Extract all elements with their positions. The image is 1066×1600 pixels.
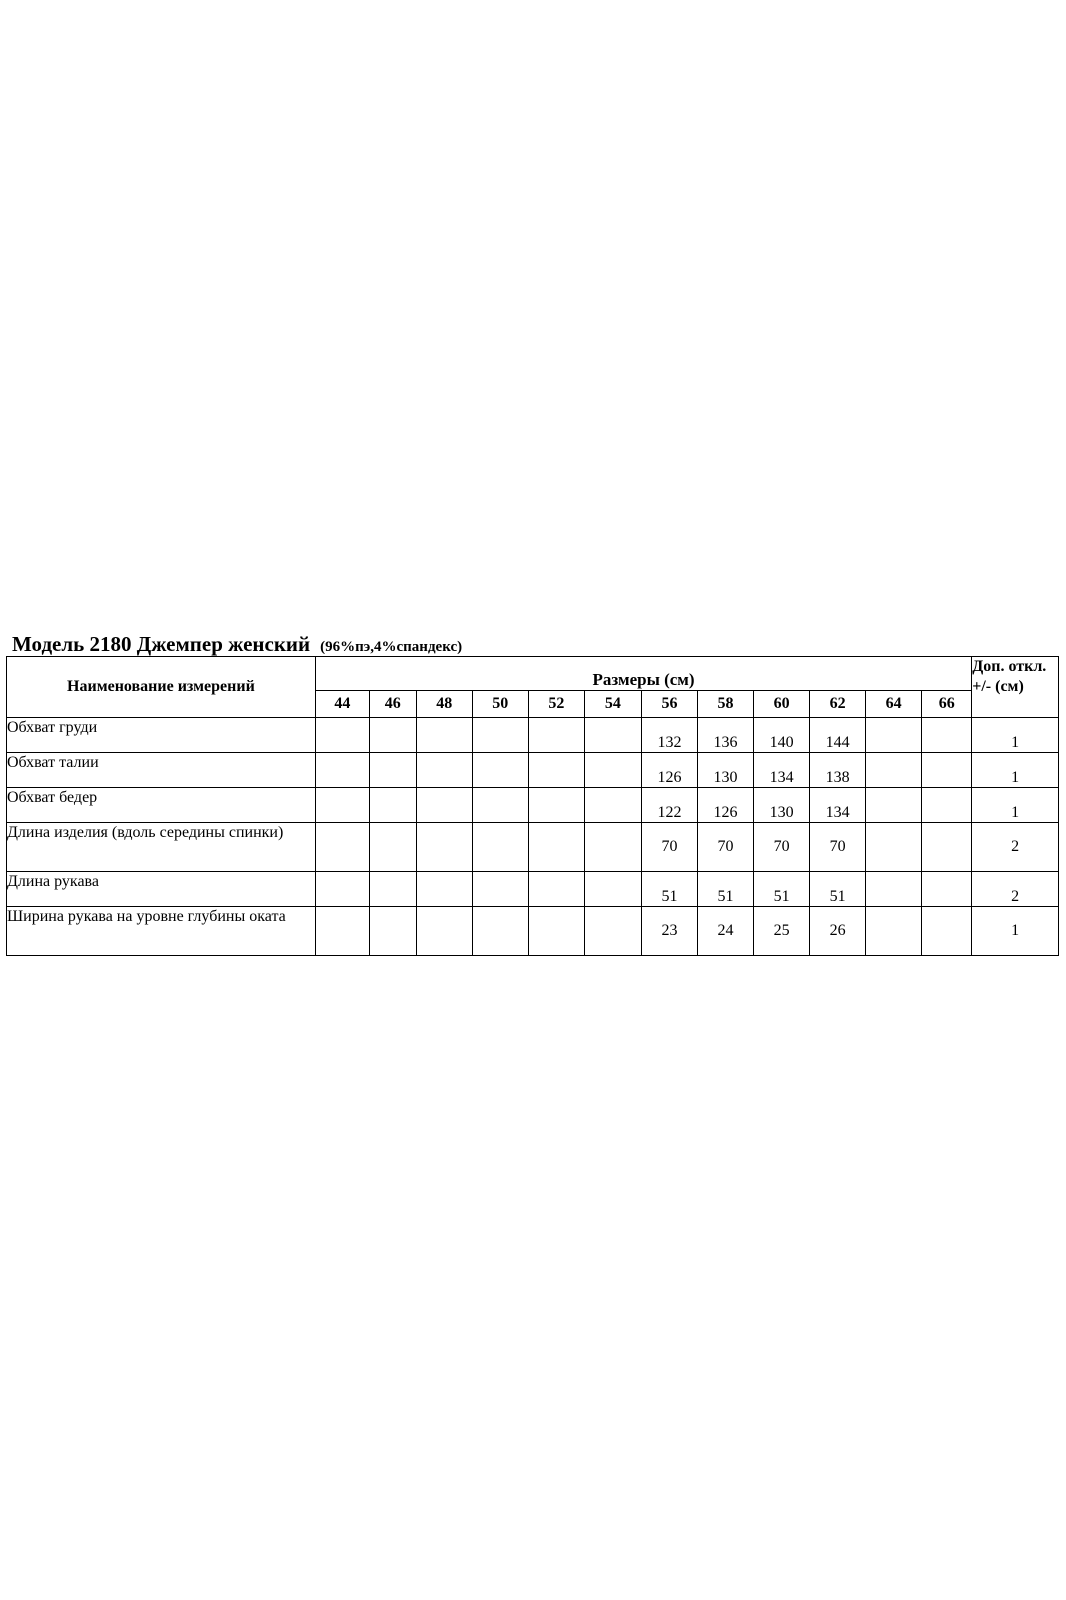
table-row (7, 823, 1059, 872)
measurement-name: Длина рукава (7, 872, 316, 907)
table-row (7, 753, 1059, 788)
measurement-value (315, 753, 369, 788)
measurement-value (315, 718, 369, 753)
measurement-value (528, 907, 584, 956)
measurement-value (528, 718, 584, 753)
measurement-value: 70 (754, 823, 810, 872)
measurement-value (584, 907, 641, 956)
measurement-value: 26 (810, 907, 866, 956)
measurement-value: 70 (641, 823, 697, 872)
size-column-header: 44 (315, 691, 369, 718)
tolerance-value: 1 (972, 718, 1059, 753)
table-row (7, 788, 1059, 823)
measurement-value (584, 718, 641, 753)
measurement-name: Обхват груди (7, 718, 316, 753)
table-row (7, 872, 1059, 907)
document-title (12, 632, 462, 657)
measurement-value: 70 (810, 823, 866, 872)
measurement-value (866, 872, 922, 907)
measurement-name: Обхват талии (7, 753, 316, 788)
measurement-value (416, 907, 472, 956)
measurement-value (584, 823, 641, 872)
size-column-header: 52 (528, 691, 584, 718)
size-column-header: 62 (810, 691, 866, 718)
measurement-value: 70 (698, 823, 754, 872)
measurement-value (472, 788, 528, 823)
measurement-value (866, 823, 922, 872)
measurement-value (866, 907, 922, 956)
size-chart-table (6, 656, 1059, 956)
measurement-value (369, 823, 416, 872)
measurement-value (922, 718, 972, 753)
measurement-value: 23 (641, 907, 697, 956)
size-column-header: 50 (472, 691, 528, 718)
tolerance-header: Доп. откл. +/- (см) (972, 657, 1059, 718)
size-column-header: 66 (922, 691, 972, 718)
tolerance-value: 1 (972, 753, 1059, 788)
measurement-value (369, 753, 416, 788)
measurement-value (528, 823, 584, 872)
measurement-value: 136 (698, 718, 754, 753)
measurement-value: 134 (810, 788, 866, 823)
measurement-value (866, 718, 922, 753)
measurement-value (315, 907, 369, 956)
measurement-value: 138 (810, 753, 866, 788)
measurement-value: 122 (641, 788, 697, 823)
measurement-value (866, 753, 922, 788)
measurement-value (416, 823, 472, 872)
measurement-value: 51 (641, 872, 697, 907)
measurement-value (369, 907, 416, 956)
sizes-header: Размеры (см) (315, 657, 971, 691)
measurement-value (528, 872, 584, 907)
measurement-value (369, 872, 416, 907)
tolerance-value: 2 (972, 823, 1059, 872)
model-title: Модель 2180 Джемпер женский (12, 632, 311, 656)
measurement-value: 25 (754, 907, 810, 956)
measurement-value: 132 (641, 718, 697, 753)
measurement-value (584, 788, 641, 823)
measurement-value (584, 872, 641, 907)
fabric-composition: (96%пэ,4%спандекс) (320, 639, 463, 655)
size-column-header: 56 (641, 691, 697, 718)
measurement-value (369, 788, 416, 823)
measurement-value: 51 (698, 872, 754, 907)
measurement-value (369, 718, 416, 753)
measurement-name: Длина изделия (вдоль середины спинки) (7, 823, 316, 872)
measurement-value: 51 (810, 872, 866, 907)
measurement-value: 130 (754, 788, 810, 823)
measurement-value (472, 872, 528, 907)
measurement-name-header: Наименование измерений (7, 657, 316, 718)
measurement-value (472, 718, 528, 753)
measurement-value (922, 823, 972, 872)
measurement-value: 140 (754, 718, 810, 753)
measurement-name: Ширина рукава на уровне глубины оката (7, 907, 316, 956)
tolerance-value: 2 (972, 872, 1059, 907)
measurement-value (416, 872, 472, 907)
measurement-value: 126 (698, 788, 754, 823)
measurement-value (472, 753, 528, 788)
table-row (7, 718, 1059, 753)
measurement-value (528, 788, 584, 823)
measurement-value (866, 788, 922, 823)
measurement-value: 126 (641, 753, 697, 788)
size-column-header: 64 (866, 691, 922, 718)
size-column-header: 46 (369, 691, 416, 718)
measurement-value: 24 (698, 907, 754, 956)
size-column-header: 54 (584, 691, 641, 718)
measurement-value (922, 907, 972, 956)
measurement-value (472, 823, 528, 872)
measurement-value (315, 872, 369, 907)
size-column-header: 58 (698, 691, 754, 718)
measurement-value (416, 753, 472, 788)
measurement-value (528, 753, 584, 788)
measurement-value: 144 (810, 718, 866, 753)
measurement-value (315, 823, 369, 872)
measurement-value (584, 753, 641, 788)
size-column-header: 60 (754, 691, 810, 718)
measurement-value: 130 (698, 753, 754, 788)
tolerance-value: 1 (972, 907, 1059, 956)
measurement-name: Обхват бедер (7, 788, 316, 823)
measurement-value (416, 718, 472, 753)
measurement-value: 134 (754, 753, 810, 788)
tolerance-value: 1 (972, 788, 1059, 823)
measurement-value: 51 (754, 872, 810, 907)
measurement-value (922, 872, 972, 907)
header-row (7, 657, 1059, 691)
measurement-value (315, 788, 369, 823)
table-row (7, 907, 1059, 956)
size-column-header: 48 (416, 691, 472, 718)
measurement-value (922, 753, 972, 788)
measurement-value (472, 907, 528, 956)
measurement-value (922, 788, 972, 823)
measurements-body (7, 718, 1059, 956)
measurement-value (416, 788, 472, 823)
